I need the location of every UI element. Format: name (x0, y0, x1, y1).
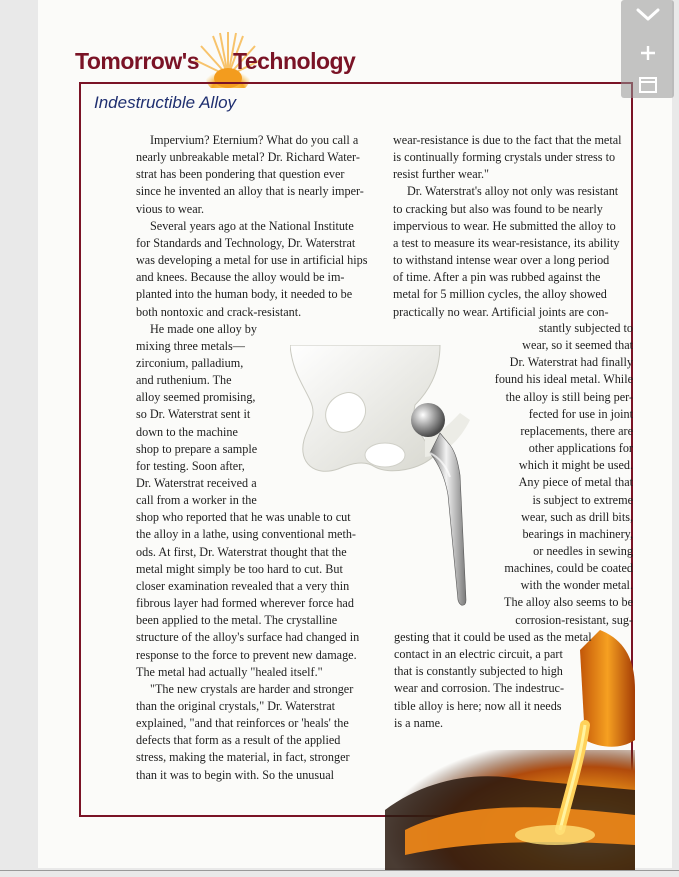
text-line: was developing a metal for use in artificial hips (136, 253, 368, 268)
text-line: than it was to begin with. So the unusual (136, 767, 335, 782)
text-line: that is constantly subjected to high (394, 664, 563, 679)
text-line: practically no wear. Artificial joints are con- (393, 304, 609, 319)
text-line: contact in an electric circuit, a part (394, 647, 563, 662)
text-line: wear-resistance is due to the fact that the metal (393, 133, 622, 147)
text-line: Dr. Waterstrat's alloy not only was resistant (407, 184, 619, 199)
text-line: and knees. Because the alloy would be im- (136, 270, 345, 285)
text-line: corrosion-resistant, sug- (515, 612, 633, 627)
text-line: structure of the alloy's surface had changed in (136, 630, 360, 645)
plus-icon (639, 44, 657, 62)
text-line: which it might be used. (518, 458, 633, 473)
text-line: or needles in sewing (533, 543, 633, 558)
text-line: for testing. Soon after, (136, 458, 245, 473)
text-line: replacements, there are (520, 423, 633, 438)
text-line: gesting that it could be used as the metal (394, 630, 592, 644)
text-line: planted into the human body, it needed to be (136, 287, 353, 302)
text-line: to withstand intense wear over a long period (393, 253, 610, 268)
text-line: ods. At first, Dr. Waterstrat thought that the (136, 544, 347, 559)
text-line: closer examination revealed that a very thin (136, 578, 350, 593)
text-line: wear, so it seemed that (522, 338, 633, 353)
text-line: impervious to wear. He submitted the alloy to (393, 218, 616, 233)
text-line: other applications for (528, 441, 633, 456)
section-header (75, 48, 355, 75)
text-line: a test to measure its wear-resistance, its ability (393, 235, 620, 250)
text-line: both nontoxic and crack-resistant. (136, 304, 302, 319)
text-line: stress, making the material, in fact, stronger (136, 750, 350, 765)
text-line: He made one alloy by (150, 321, 257, 336)
text-line: wear, such as drill bits, (521, 509, 633, 524)
text-line: wear and corrosion. The indestruc- (394, 681, 564, 696)
fit-page-icon (638, 76, 658, 94)
text-line: Dr. Waterstrat had finally (509, 355, 633, 370)
article-title: Indestructible Alloy (94, 93, 237, 112)
text-line: response to the force to prevent new damage. (136, 647, 357, 662)
text-line: down to the machine (136, 424, 238, 439)
text-line: of time. After a pin was rubbed against the (393, 270, 601, 285)
text-line: zirconium, palladium, (136, 355, 244, 370)
text-line: is a name. (394, 715, 444, 730)
text-line: the alloy is still being per- (505, 389, 633, 404)
text-line: nearly unbreakable metal? Dr. Richard Water- (136, 150, 360, 165)
text-line: Any piece of metal that (518, 475, 633, 490)
text-line: is subject to extreme (532, 492, 633, 507)
text-line: the alloy in a lathe, using conventional meth- (136, 527, 356, 542)
text-line: "The new crystals are harder and stronger (150, 681, 354, 696)
text-line: bearings in machinery, (522, 526, 633, 541)
text-line: Dr. Waterstrat received a (136, 476, 257, 490)
text-line: resist further wear." (393, 167, 490, 182)
zoom-in-button[interactable] (621, 38, 674, 68)
text-line: fected for use in joint (528, 406, 633, 421)
text-line: for Standards and Technology, Dr. Waterstrat (136, 235, 356, 250)
text-line: defects that form as a result of the applied (136, 733, 341, 748)
text-line: explained, "and that reinforces or 'heals' the (136, 716, 349, 731)
text-line: than the original crystals," Dr. Waterstrat (136, 698, 336, 713)
text-line: since he invented an alloy that is nearly imper- (136, 184, 364, 199)
text-line: vious to wear. (136, 201, 205, 216)
text-line: metal for 5 million cycles, the alloy showed (393, 287, 607, 302)
page-bottom-divider (0, 870, 679, 871)
text-line: shop to prepare a sample (136, 441, 258, 456)
text-line: Several years ago at the National Institute (150, 218, 354, 233)
text-line: fibrous layer had formed wherever force had (136, 596, 354, 611)
fit-page-button[interactable] (621, 70, 674, 100)
text-line: shop who reported that he was unable to cut (136, 510, 351, 525)
text-line: The metal had actually "healed itself." (136, 664, 323, 679)
header-title-part2: Technology (233, 48, 356, 74)
text-line: The alloy also seems to be (504, 595, 633, 610)
header-title-part1: Tomorrow's (75, 48, 199, 74)
text-line: and ruthenium. The (136, 373, 232, 388)
text-line: found his ideal metal. While (494, 372, 633, 387)
text-line: with the wonder metal. (520, 578, 633, 593)
text-line: so Dr. Waterstrat sent it (136, 407, 251, 422)
chevron-down-icon (636, 8, 660, 22)
text-line: mixing three metals— (136, 338, 245, 353)
text-line: alloy seemed promising, (136, 390, 256, 405)
text-line: Impervium? Eternium? What do you call a (150, 133, 359, 147)
text-line: strat has been pondering that question ever (136, 167, 345, 182)
text-line: stantly subjected to (538, 321, 633, 335)
text-line: machines, could be coated (504, 561, 633, 576)
text-line: tible alloy is here; now all it needs (394, 698, 562, 713)
text-line: to cracking but also was found to be nearly (393, 201, 603, 216)
text-line: is continually forming crystals under stress to (393, 150, 616, 165)
text-line: been applied to the metal. The crystalline (136, 613, 338, 628)
collapse-button[interactable] (621, 0, 674, 30)
text-line: call from a worker in the (136, 493, 257, 508)
text-line: metal might simply be too hard to cut. But (136, 561, 343, 576)
